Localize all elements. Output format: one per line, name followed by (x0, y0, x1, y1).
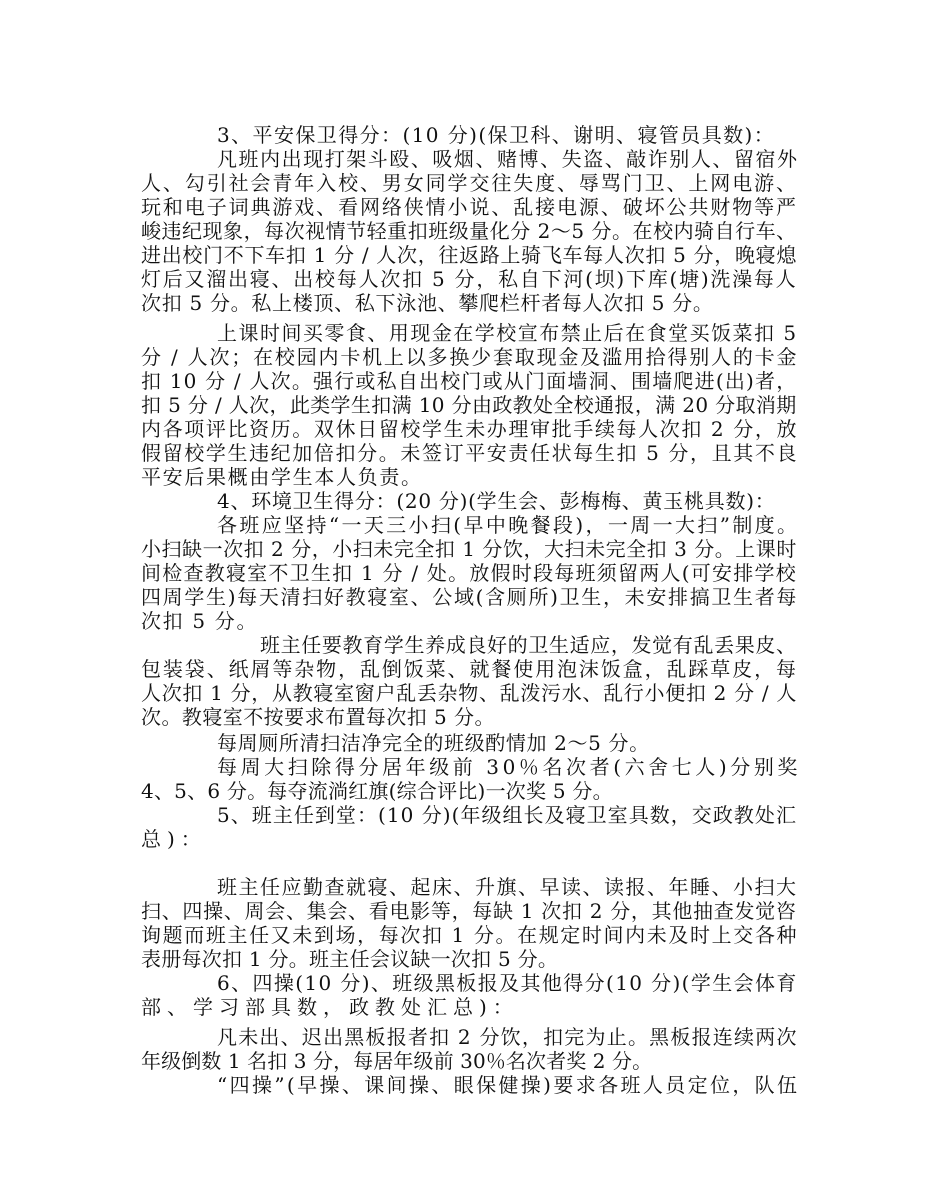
text-line: 4、环境卫生得分：(20 分)(学生会、彭梅梅、黄玉桃具数)： (217, 489, 776, 513)
text-line: 部、学习部具数，政教处汇总)： (141, 995, 519, 1019)
text-line: 人、勾引社会青年入校、男女同学交往失度、辱骂门卫、上网电游、 (141, 171, 798, 195)
text-line: 灯后又溜出寝、出校每人次扣 5 分，私自下河(坝)下库(塘)洗澡每人 (141, 267, 798, 291)
text-line: 四周学生)每天清扫好教寝室、公域(含厕所)卫生，未安排搞卫生者每 (141, 585, 799, 609)
text-line: 扣 10 分 / 人次。强行或私自出校门或从门面墙洞、围墙爬进(出)者， (141, 369, 798, 393)
text-line: 6、四操(10 分)、班级黑板报及其他得分(10 分)(学生会体育 (217, 971, 798, 995)
text-line: 3、平安保卫得分：(10 分)(保卫科、谢明、寝管员具数)： (217, 123, 776, 147)
text-line: 间检查教寝室不卫生扣 1 分 / 处。放假时段每班须留两人(可安排学校 (141, 561, 797, 585)
text-line: 5、班主任到堂：(10 分)(年级组长及寝卫室具数，交政教处汇 (217, 803, 797, 827)
text-line: 4、5、6 分。每夺流淌红旗(综合评比)一次奖 5 分。 (141, 779, 613, 803)
text-line: 次扣 5 分。私上楼顶、私下泳池、攀爬栏杆者每人次扣 5 分。 (141, 291, 714, 315)
text-line: 进出校门不下车扣 1 分 / 人次，往返路上骑飞车每人次扣 5 分，晚寝熄 (141, 243, 798, 267)
text-line: 假留校学生违纪加倍扣分。未签订平安责任状每生扣 5 分，且其不良 (141, 441, 799, 465)
text-line: 凡未出、迟出黑板报者扣 2 分饮，扣完为止。黑板报连续两次 (217, 1025, 798, 1049)
text-line: 每周大扫除得分居年级前 30％名次者(六舍七人)分别奖 (217, 755, 801, 779)
text-line: 平安后果概由学生本人负责。 (141, 465, 423, 489)
text-line: 上课时间买零食、用现金在学校宣布禁止后在食堂买饭菜扣 5 (217, 321, 798, 345)
text-line: 内各项评比资历。双休日留校学生未办理审批手续每人次扣 2 分，放 (141, 417, 799, 441)
text-line: 凡班内出现打架斗殴、吸烟、赌博、失盗、敲诈别人、留宿外 (217, 147, 799, 171)
text-line: 总)： (141, 827, 207, 851)
text-line: 人次扣 1 分，从教寝室窗户乱丢杂物、乱泼污水、乱行小便扣 2 分 / 人 (141, 681, 798, 705)
text-line: 次扣 5 分。 (141, 609, 259, 633)
text-line: 询题而班主任又未到场，每次扣 1 分。在规定时间内未及时上交各种 (141, 923, 799, 947)
text-line: 扫、四操、周会、集会、看电影等，每缺 1 次扣 2 分，其他抽查发觉咨 (141, 899, 797, 923)
text-line: 班主任要教育学生养成良好的卫生适应，发觉有乱丢果皮、 (260, 633, 797, 657)
text-line: “四操”(早操、课间操、眼保健操)要求各班人员定位，队伍 (217, 1073, 800, 1097)
text-line: 表册每次扣 1 分。班主任会议缺一次扣 5 分。 (141, 947, 559, 971)
text-line: 小扫缺一次扣 2 分，小扫未完全扣 1 分饮，大扫未完全扣 3 分。上课时 (141, 537, 797, 561)
text-line: 班主任应勤查就寝、起床、升旗、早读、读报、年睡、小扫大 (217, 875, 798, 899)
text-line: 扣 5 分 / 人次，此类学生扣满 10 分由政教处全校通报，满 20 分取消期 (141, 393, 797, 417)
text-line: 峻违纪现象，每次视情节轻重扣班级量化分 2～5 分。在校内骑自行车、 (141, 219, 797, 243)
text-line: 玩和电子词典游戏、看网络侠情小说、乱接电源、破坏公共财物等严 (141, 195, 798, 219)
text-line: 年级倒数 1 名扣 3 分，每居年级前 30％名次者奖 2 分。 (141, 1049, 653, 1073)
text-line: 各班应坚持“一天三小扫(早中晚餐段)，一周一大扫”制度。 (217, 513, 800, 537)
text-line: 分 / 人次；在校园内卡机上以多换少套取现金及滥用拾得别人的卡金 (141, 345, 799, 369)
text-line: 次。教寝室不按要求布置每次扣 5 分。 (141, 705, 495, 729)
text-line: 每周厕所清扫洁净完全的班级酌情加 2～5 分。 (217, 731, 650, 755)
text-line: 包装袋、纸屑等杂物，乱倒饭菜、就餐使用泡沫饭盒，乱踩草皮，每 (141, 657, 798, 681)
